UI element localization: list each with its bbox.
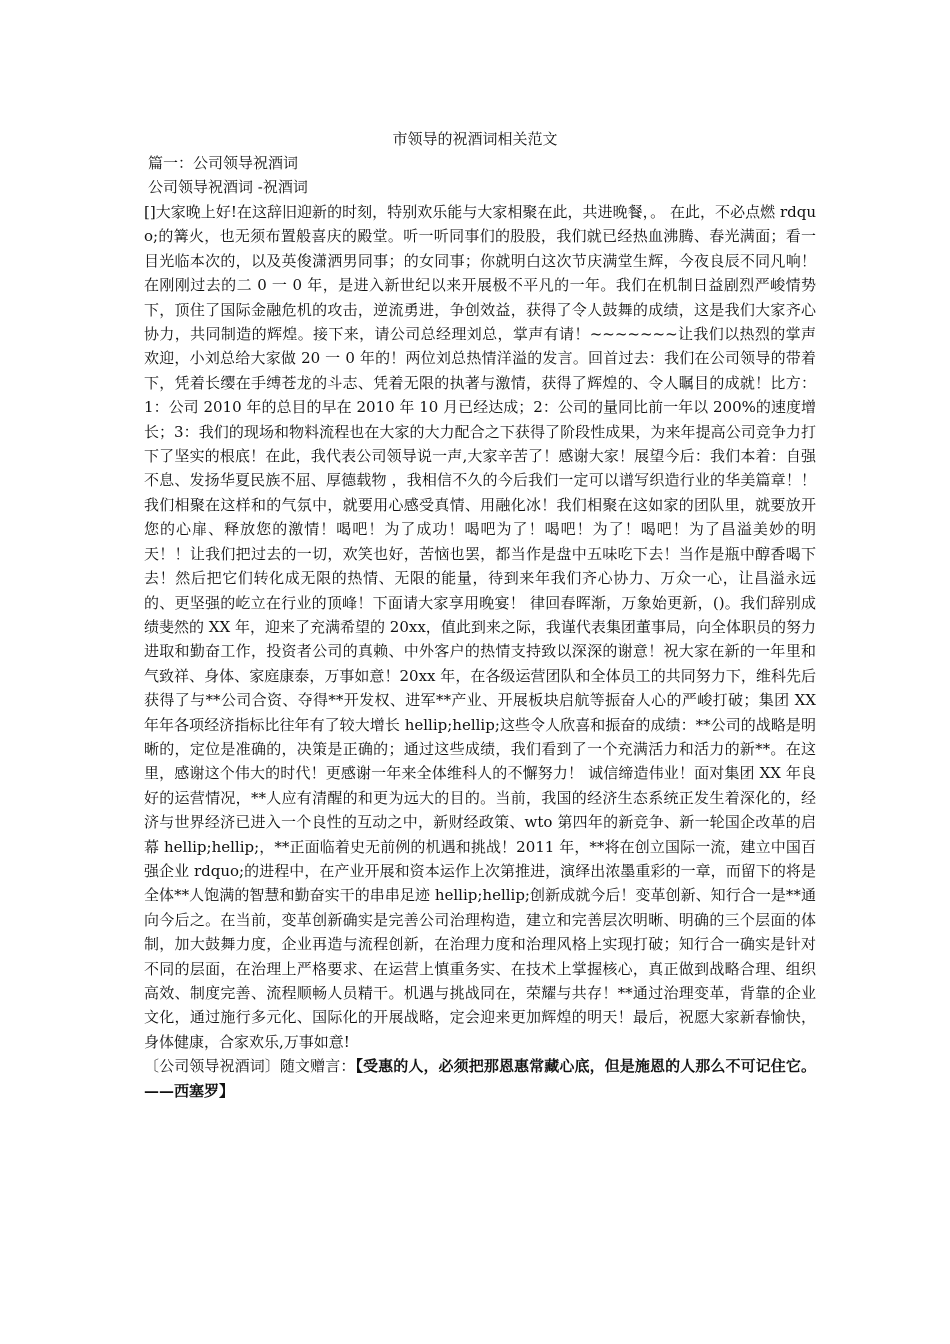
sub-heading: 公司领导祝酒词 -祝酒词 [148, 178, 308, 196]
body-paragraph: []大家晚上好!在这辞旧迎新的时刻，特别欢乐能与大家相聚在此，共进晚餐，。 在此，不必点燃 rdquo;的篝火，也无须布置般喜庆的殿堂。听一听同事们的股股，我们就已经热血沸腾、春光满面；看一目光临本次的，以及英俊潇洒男同事；的女同事；你就明白这次节庆满堂生辉，今夜良辰不同凡响！在刚刚过去的二 0 一 0 年，是进入新世纪以来开展极不平凡的一年。我们在机制日益剧烈严峻情势下，顶住了国际金融危机的攻击，逆流勇进，争创效益，获得了令人鼓舞的成绩，这是我们大家齐心协力，共同制造的辉煌。接下来，请公司总经理刘总，掌声有请！~~~~~~~让我们以热烈的掌声欢迎，小刘总给大家做 20 一 0 年的！两位刘总热情洋溢的发言。回首过去：我们在公司领导的带着下，凭着长缨在手缚苍龙的斗志、凭着无限的执著与激情，获得了辉煌的、令人瞩目的成就！比方：1：公司 2010 年的总目的早在 2010 年 10 月已经达成；2：公司的量同比前一年以 200%的速度增长；3：我们的现场和物料流程也在大家的大力配合之下获得了阶段性成果，为来年提高公司竞争力打下了坚实的根底！在此，我代表公司领导说一声,大家辛苦了！感谢大家！展望今后：我们本着：自强不息、发扬华夏民族不屈、厚德载物 ，我相信不久的今后我们一定可以谱写织造行业的华美篇章！！我们相聚在这样和的气氛中，就要用心感受真情、用融化冰！我们相聚在这如家的团队里，就要放开您的心扉、释放您的激情！喝吧！为了成功！喝吧为了！喝吧！为了！喝吧！为了昌溢美妙的明天！！让我们把过去的一切，欢笑也好，苦恼也罢，都当作是盘中五味吃下去！当作是瓶中醇香喝下去！然后把它们转化成无限的热情、无限的能量，待到来年我们齐心协力、万众一心，让昌溢永远的、更坚强的屹立在行业的顶峰！下面请大家享用晚宴！ 律回春晖渐，万象始更新，()。我们辞别成绩斐然的 XX 年，迎来了充满希望的 20xx，值此到来之际，我谨代表集团董事局，向全体职员的努力进取和勤奋工作，投资者公司的真赖、中外客户的热情支持致以深深的谢意！祝大家在新的一年里和气致祥、身体、家庭康泰，万事如意！20xx 年，在各级运营团队和全体员工的共同努力下，维科先后获得了与**公司合资、夺得**开发权、进军**产业、开展板块启航等振奋人心的严峻打破；集团 XX 年年各项经济指标比往年有了较大增长 hellip;hellip;这些令人欣喜和振奋的成绩：**公司的战略是明晰的，定位是准确的，决策是正确的；通过这些成绩，我们看到了一个充满活力和活力的新**。在这里，感谢这个伟大的时代！更感谢一年来全体维科人的不懈努力！ 诚信缔造伟业！面对集团 XX 年良好的运营情况，**人应有清醒的和更为远大的目的。当前，我国的经济生态系统正发生着深化的，经济与世界经济已进入一个良性的互动之中，新财经政策、wto 第四年的新竞争、新一轮国企改革的启幕 hellip;hellip;，**正面临着史无前例的机遇和挑战！2011 年，**将在创立国际一流，建立中国百强企业 rdquo;的进程中，在产业开展和资本运作上次第推进，演绎出浓墨重彩的一章，而留下的将是全体**人饱满的智慧和勤奋实干的串串足迹 hellip;hellip;创新成就今后！变革创新、知行合一是**通向今后之。在当前，变革创新确实是完善公司治理构造，建立和完善层次明晰、明确的三个层面的体制，加大鼓舞力度，企业再造与流程创新，在治理力度和治理风格上实现打破；知行合一确实是针对不同的层面，在治理上严格要求、在运营上慎重务实、在技术上掌握核心，真正做到战略合理、组织高效、制度完善、流程顺畅人员精干。机遇与挑战同在，荣耀与共存！**通过治理变革，背靠的企业文化，通过施行多元化、国际化的开展战略，定会迎来更加辉煌的明天！最后，祝愿大家新春愉快，身体健康，合家欢乐,万事如意! [144, 203, 816, 1051]
section-heading: 篇一：公司领导祝酒词 [148, 154, 299, 172]
document-body [144, 200, 816, 1103]
closing-note [144, 1054, 816, 1103]
closing-quote: 【受惠的人，必须把那恩惠常藏心底，但是施恩的人那么不可记住它。——西塞罗】 [144, 1057, 816, 1100]
closing-prefix: 〔公司领导祝酒词〕随文赠言： [144, 1057, 356, 1076]
document-title: 市领导的祝酒词相关范文 [392, 130, 558, 148]
